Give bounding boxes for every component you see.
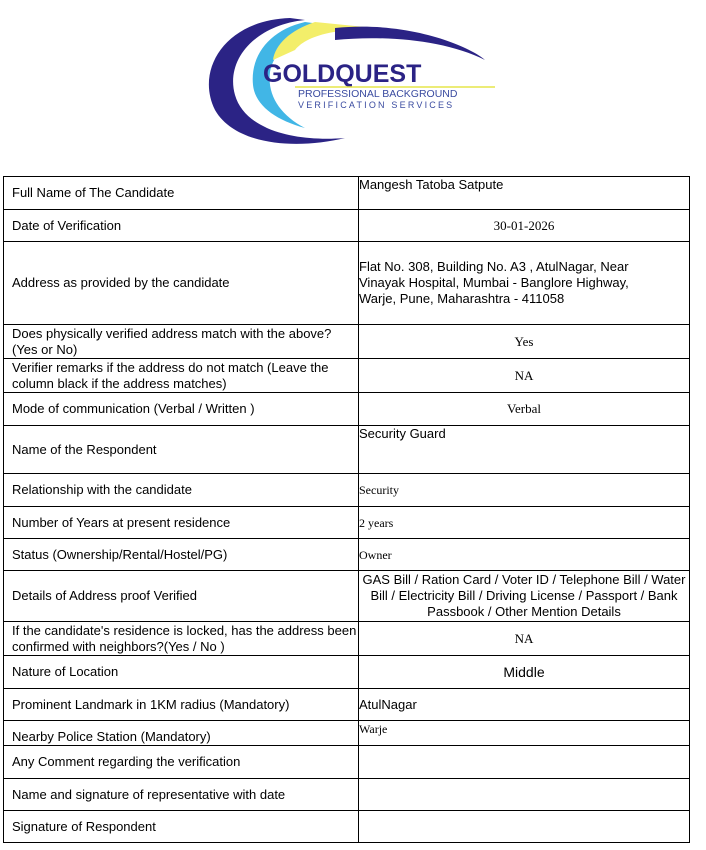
svg-text:VERIFICATION SERVICES: VERIFICATION SERVICES <box>298 100 455 110</box>
svg-text:PROFESSIONAL BACKGROUND: PROFESSIONAL BACKGROUND <box>298 88 458 100</box>
svg-text:GOLDQUEST: GOLDQUEST <box>263 60 422 88</box>
table-row <box>4 359 690 393</box>
field-label: Full Name of The Candidate <box>4 177 359 210</box>
address-match-value: Yes <box>359 325 690 359</box>
respondent-name-value: Security Guard <box>359 426 690 474</box>
location-nature-value: Middle <box>359 656 690 689</box>
years-at-residence-value: 2 years <box>359 507 690 539</box>
table-row <box>4 177 690 210</box>
verifier-remarks-value: NA <box>359 359 690 393</box>
table-row <box>4 689 690 721</box>
table-row <box>4 811 690 843</box>
ownership-status-value: Owner <box>359 539 690 571</box>
field-label: Nature of Location <box>4 656 359 689</box>
verification-date-value: 30-01-2026 <box>359 210 690 242</box>
field-label: Status (Ownership/Rental/Hostel/PG) <box>4 539 359 571</box>
table-row <box>4 746 690 779</box>
field-label: Number of Years at present residence <box>4 507 359 539</box>
field-label: Prominent Landmark in 1KM radius (Mandatory) <box>4 689 359 721</box>
field-label: Name of the Respondent <box>4 426 359 474</box>
table-row <box>4 721 690 746</box>
communication-mode-value: Verbal <box>359 393 690 426</box>
neighbor-confirmation-value: NA <box>359 622 690 656</box>
field-label: Relationship with the candidate <box>4 474 359 507</box>
table-row <box>4 210 690 242</box>
field-label: Signature of Respondent <box>4 811 359 843</box>
field-label: If the candidate's residence is locked, has the address been confirmed with neighbors?(Yes / No ) <box>4 622 359 656</box>
table-row <box>4 426 690 474</box>
field-label: Any Comment regarding the verification <box>4 746 359 779</box>
representative-signature-value <box>359 779 690 811</box>
police-station-value: Warje <box>359 721 690 746</box>
field-label: Address as provided by the candidate <box>4 242 359 325</box>
candidate-name-value: Mangesh Tatoba Satpute <box>359 177 690 210</box>
field-label: Nearby Police Station (Mandatory) <box>4 721 359 746</box>
table-row <box>4 571 690 622</box>
goldquest-logo <box>195 10 505 150</box>
table-row <box>4 474 690 507</box>
table-row <box>4 656 690 689</box>
landmark-value: AtulNagar <box>359 689 690 721</box>
field-label: Does physically verified address match with the above? (Yes or No) <box>4 325 359 359</box>
table-row <box>4 325 690 359</box>
address-value: Flat No. 308, Building No. A3 , AtulNagar, Near Vinayak Hospital, Mumbai - Banglore Highway, Warje, Pune, Maharashtra - 411058 <box>359 242 690 325</box>
table-row <box>4 622 690 656</box>
table-row <box>4 507 690 539</box>
field-label: Date of Verification <box>4 210 359 242</box>
address-proof-value: GAS Bill / Ration Card / Voter ID / Telephone Bill / Water Bill / Electricity Bill / Driving License / Passport / Bank Passbook / Other Mention Details <box>359 571 690 622</box>
table-row <box>4 539 690 571</box>
table-row <box>4 779 690 811</box>
field-label: Name and signature of representative with date <box>4 779 359 811</box>
field-label: Details of Address proof Verified <box>4 571 359 622</box>
relationship-value: Security <box>359 474 690 507</box>
comment-value <box>359 746 690 779</box>
field-label: Verifier remarks if the address do not match (Leave the column black if the address matches) <box>4 359 359 393</box>
verification-table <box>3 176 690 843</box>
respondent-signature-value <box>359 811 690 843</box>
table-row <box>4 393 690 426</box>
field-label: Mode of communication (Verbal / Written ) <box>4 393 359 426</box>
table-row <box>4 242 690 325</box>
